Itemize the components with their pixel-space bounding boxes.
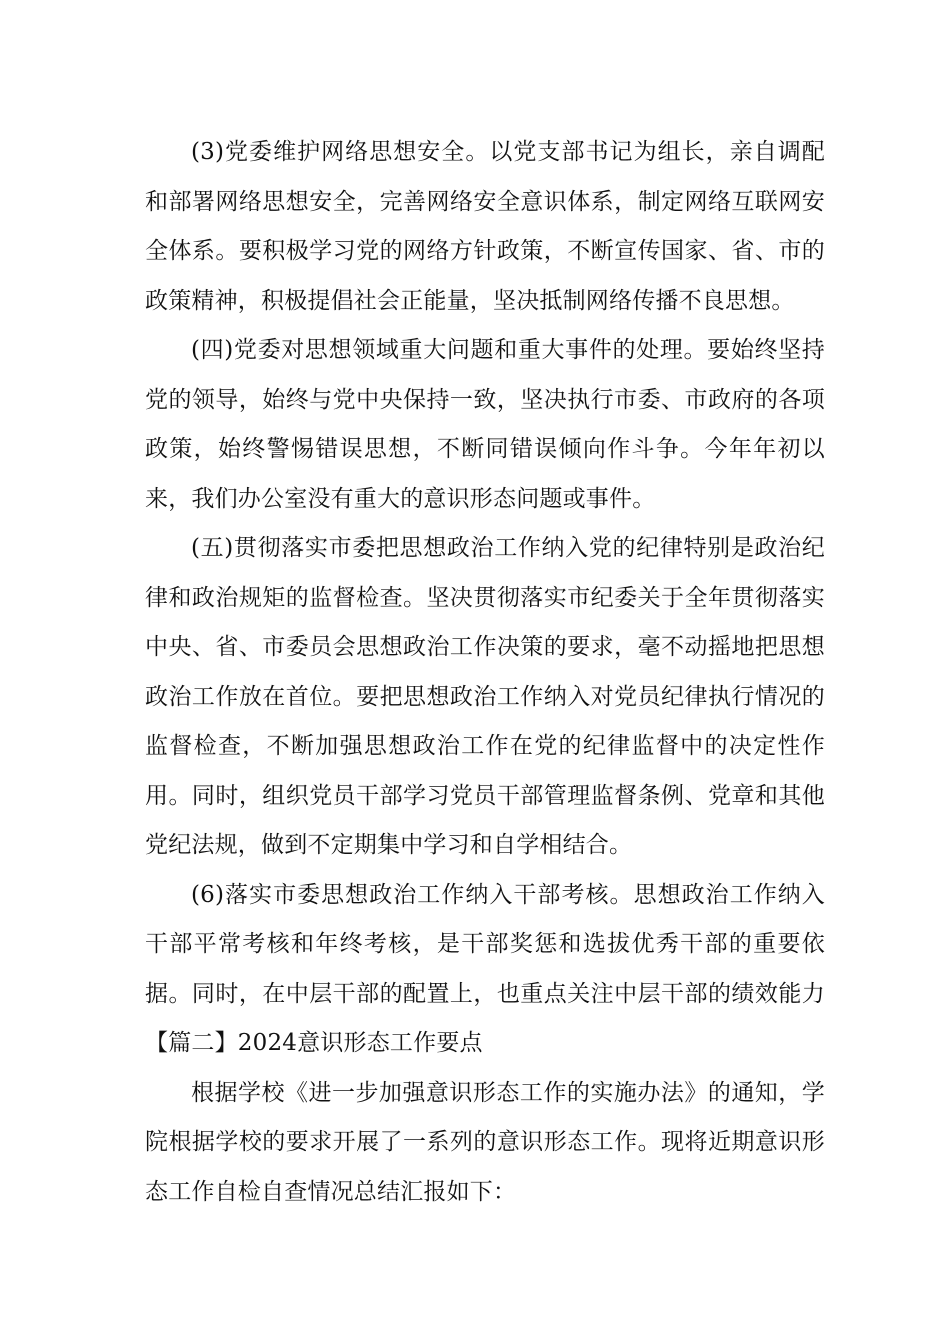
paragraph-network-security: (3)党委维护网络思想安全。以党支部书记为组长，亲自调配和部署网络思想安全，完善网络安全意识体系，制定网络互联网安全体系。要积极学习党的网络方针政策，不断宣传国家、省、市的政策精神，积极提倡社会正能量，坚决抵制网络传播不良思想。	[145, 139, 825, 314]
document-body	[145, 128, 825, 1217]
paragraph-discipline-supervision: (五)贯彻落实市委把思想政治工作纳入党的纪律特别是政治纪律和政治规矩的监督检查。坚决贯彻落实市纪委关于全年贯彻落实中央、省、市委员会思想政治工作决策的要求，毫不动摇地把思想政治工作放在首位。要把思想政治工作纳入对党员纪律执行情况的监督检查，不断加强思想政治工作在党的纪律监督中的决定性作用。同时，组织党员干部学习党员干部管理监督条例、党章和其他党纪法规，做到不定期集中学习和自学相结合。	[145, 535, 825, 858]
paragraph-cadre-assessment: (6)落实市委思想政治工作纳入干部考核。思想政治工作纳入干部平常考核和年终考核，是干部奖惩和选拔优秀干部的重要依据。同时，在中层干部的配置上，也重点关注中层干部的绩效能力【篇二】2024意识形态工作要点	[145, 881, 825, 1056]
paragraph-school-report: 根据学校《进一步加强意识形态工作的实施办法》的通知，学院根据学校的要求开展了一系列的意识形态工作。现将近期意识形态工作自检自查情况总结汇报如下：	[145, 1079, 825, 1205]
paragraph-major-issues: (四)党委对思想领域重大问题和重大事件的处理。要始终坚持党的领导，始终与党中央保持一致，坚决执行市委、市政府的各项政策，始终警惕错误思想，不断同错误倾向作斗争。今年年初以来，我们办公室没有重大的意识形态问题或事件。	[145, 337, 825, 512]
